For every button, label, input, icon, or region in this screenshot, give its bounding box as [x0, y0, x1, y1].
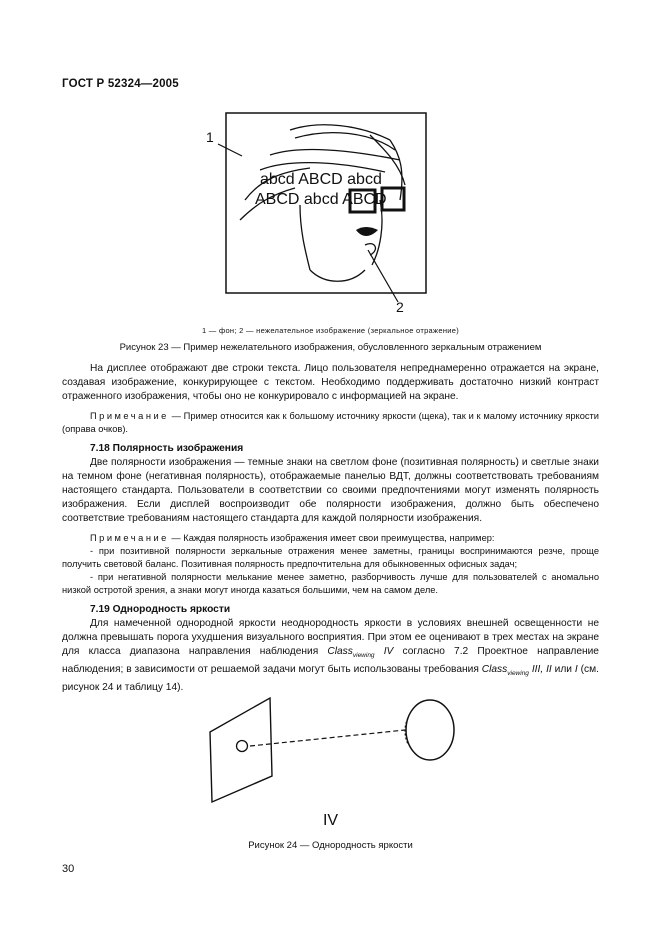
text-part: (см. рисунок 24 и таблицу 14). [62, 664, 599, 694]
text-line-1: abcd ABCD abcd [260, 171, 382, 188]
figure-24-caption: Рисунок 24 — Однородность яркости [248, 840, 413, 851]
section-7-18-heading: 7.18 Полярность изображения [90, 443, 244, 454]
label-2: 2 [396, 299, 404, 315]
figure-23-legend: 1 — фон; 2 — нежелательное изображение (зеркальное отражение) [201, 326, 460, 335]
figure-24-illustration [200, 690, 460, 810]
class-word: Class [327, 646, 353, 657]
section-7-19-heading: 7.19 Однородность яркости [90, 604, 231, 615]
class-word: Class [481, 664, 508, 676]
class-iv: IV [374, 646, 394, 657]
paragraph-1: На дисплее отображают две строки текста. Лицо пользователя непреднамеренно отражается на экране, создавая изображение, конкурирующее с текстом. Необходимо поддерживать достаточно низкий контраст отраженного изображения, чтобы оно не конкурировало с информацией на экране. [62, 363, 599, 402]
figure-24-class-label: IV [322, 812, 339, 829]
screen-plane [210, 698, 272, 802]
section-7-18-paragraph: Две полярности изображения — темные знаки на светлом фоне (позитивная полярность) и светлые знаки на темном фоне (негативная полярность), отображаемые панелью ВДТ, должны соответствовать требованиям настоящего стандарта. Пользователи в соответствии со своими предпочтениями могут изменять полярность изображения. Если дисплей воспроизводит обе полярности изображения, должно быть обеспечено соответствие требованиям настоящего стандарта для каждой полярности изображения. [62, 457, 599, 524]
label-1: 1 [206, 129, 214, 145]
class-sub: viewing [352, 652, 375, 660]
measurement-point [237, 741, 248, 752]
class-sub: viewing [507, 670, 529, 678]
figure-23-caption: Рисунок 23 — Пример нежелательного изображения, обусловленного зеркальным отражением [119, 342, 542, 353]
text-line-2: ABCD abcd ABCD [255, 191, 387, 208]
note-2 [62, 532, 599, 545]
class-i: I [574, 664, 578, 676]
text-part: Для намеченной однородной яркости неоднородность яркости в условиях внешней освещенности не должна превышать порога ухудшения визуального восприятия. При этом ее оценивают в трех местах на экране для класса диапазона направления наблюдения [62, 618, 599, 657]
text-part: или [551, 664, 575, 676]
page-number: 30 [62, 863, 75, 875]
section-7-19-paragraph [62, 617, 599, 695]
note-2-label: Примечание [90, 533, 169, 543]
note-2-item-1: - при позитивной полярности зеркальные отражения менее заметны, границы воспринимаются резче, проще получить световой баланс. Позитивная полярность предпочтительна для обыкновенных офисных задач; [62, 546, 599, 569]
eye-symbol [406, 700, 454, 760]
note-1-label: Примечание [90, 411, 169, 421]
note-2-item-2: - при негативной полярности мелькание менее заметно, разборчивость лучше для пользователей с аномально низкой остротой зрения, а знаки могут иногда казаться большими, чем на самом деле. [62, 572, 599, 595]
note-2-text: — Каждая полярность изображения имеет свои преимущества, например: [168, 533, 495, 543]
text-part: согласно 7.2 Проектное направление наблюдения; в зависимости от решаемой задачи могут быть использованы требования [62, 646, 599, 676]
document-header: ГОСТ Р 52324—2005 [62, 78, 179, 90]
note-1-text: — Пример относится как к большому источнику яркости (щека), так и к малому источнику яркости (оправа очков). [62, 411, 599, 434]
class-iii-ii: III, II [528, 664, 552, 676]
body-text [62, 362, 599, 695]
figure-23-illustration [200, 110, 430, 320]
note-1 [62, 410, 599, 436]
